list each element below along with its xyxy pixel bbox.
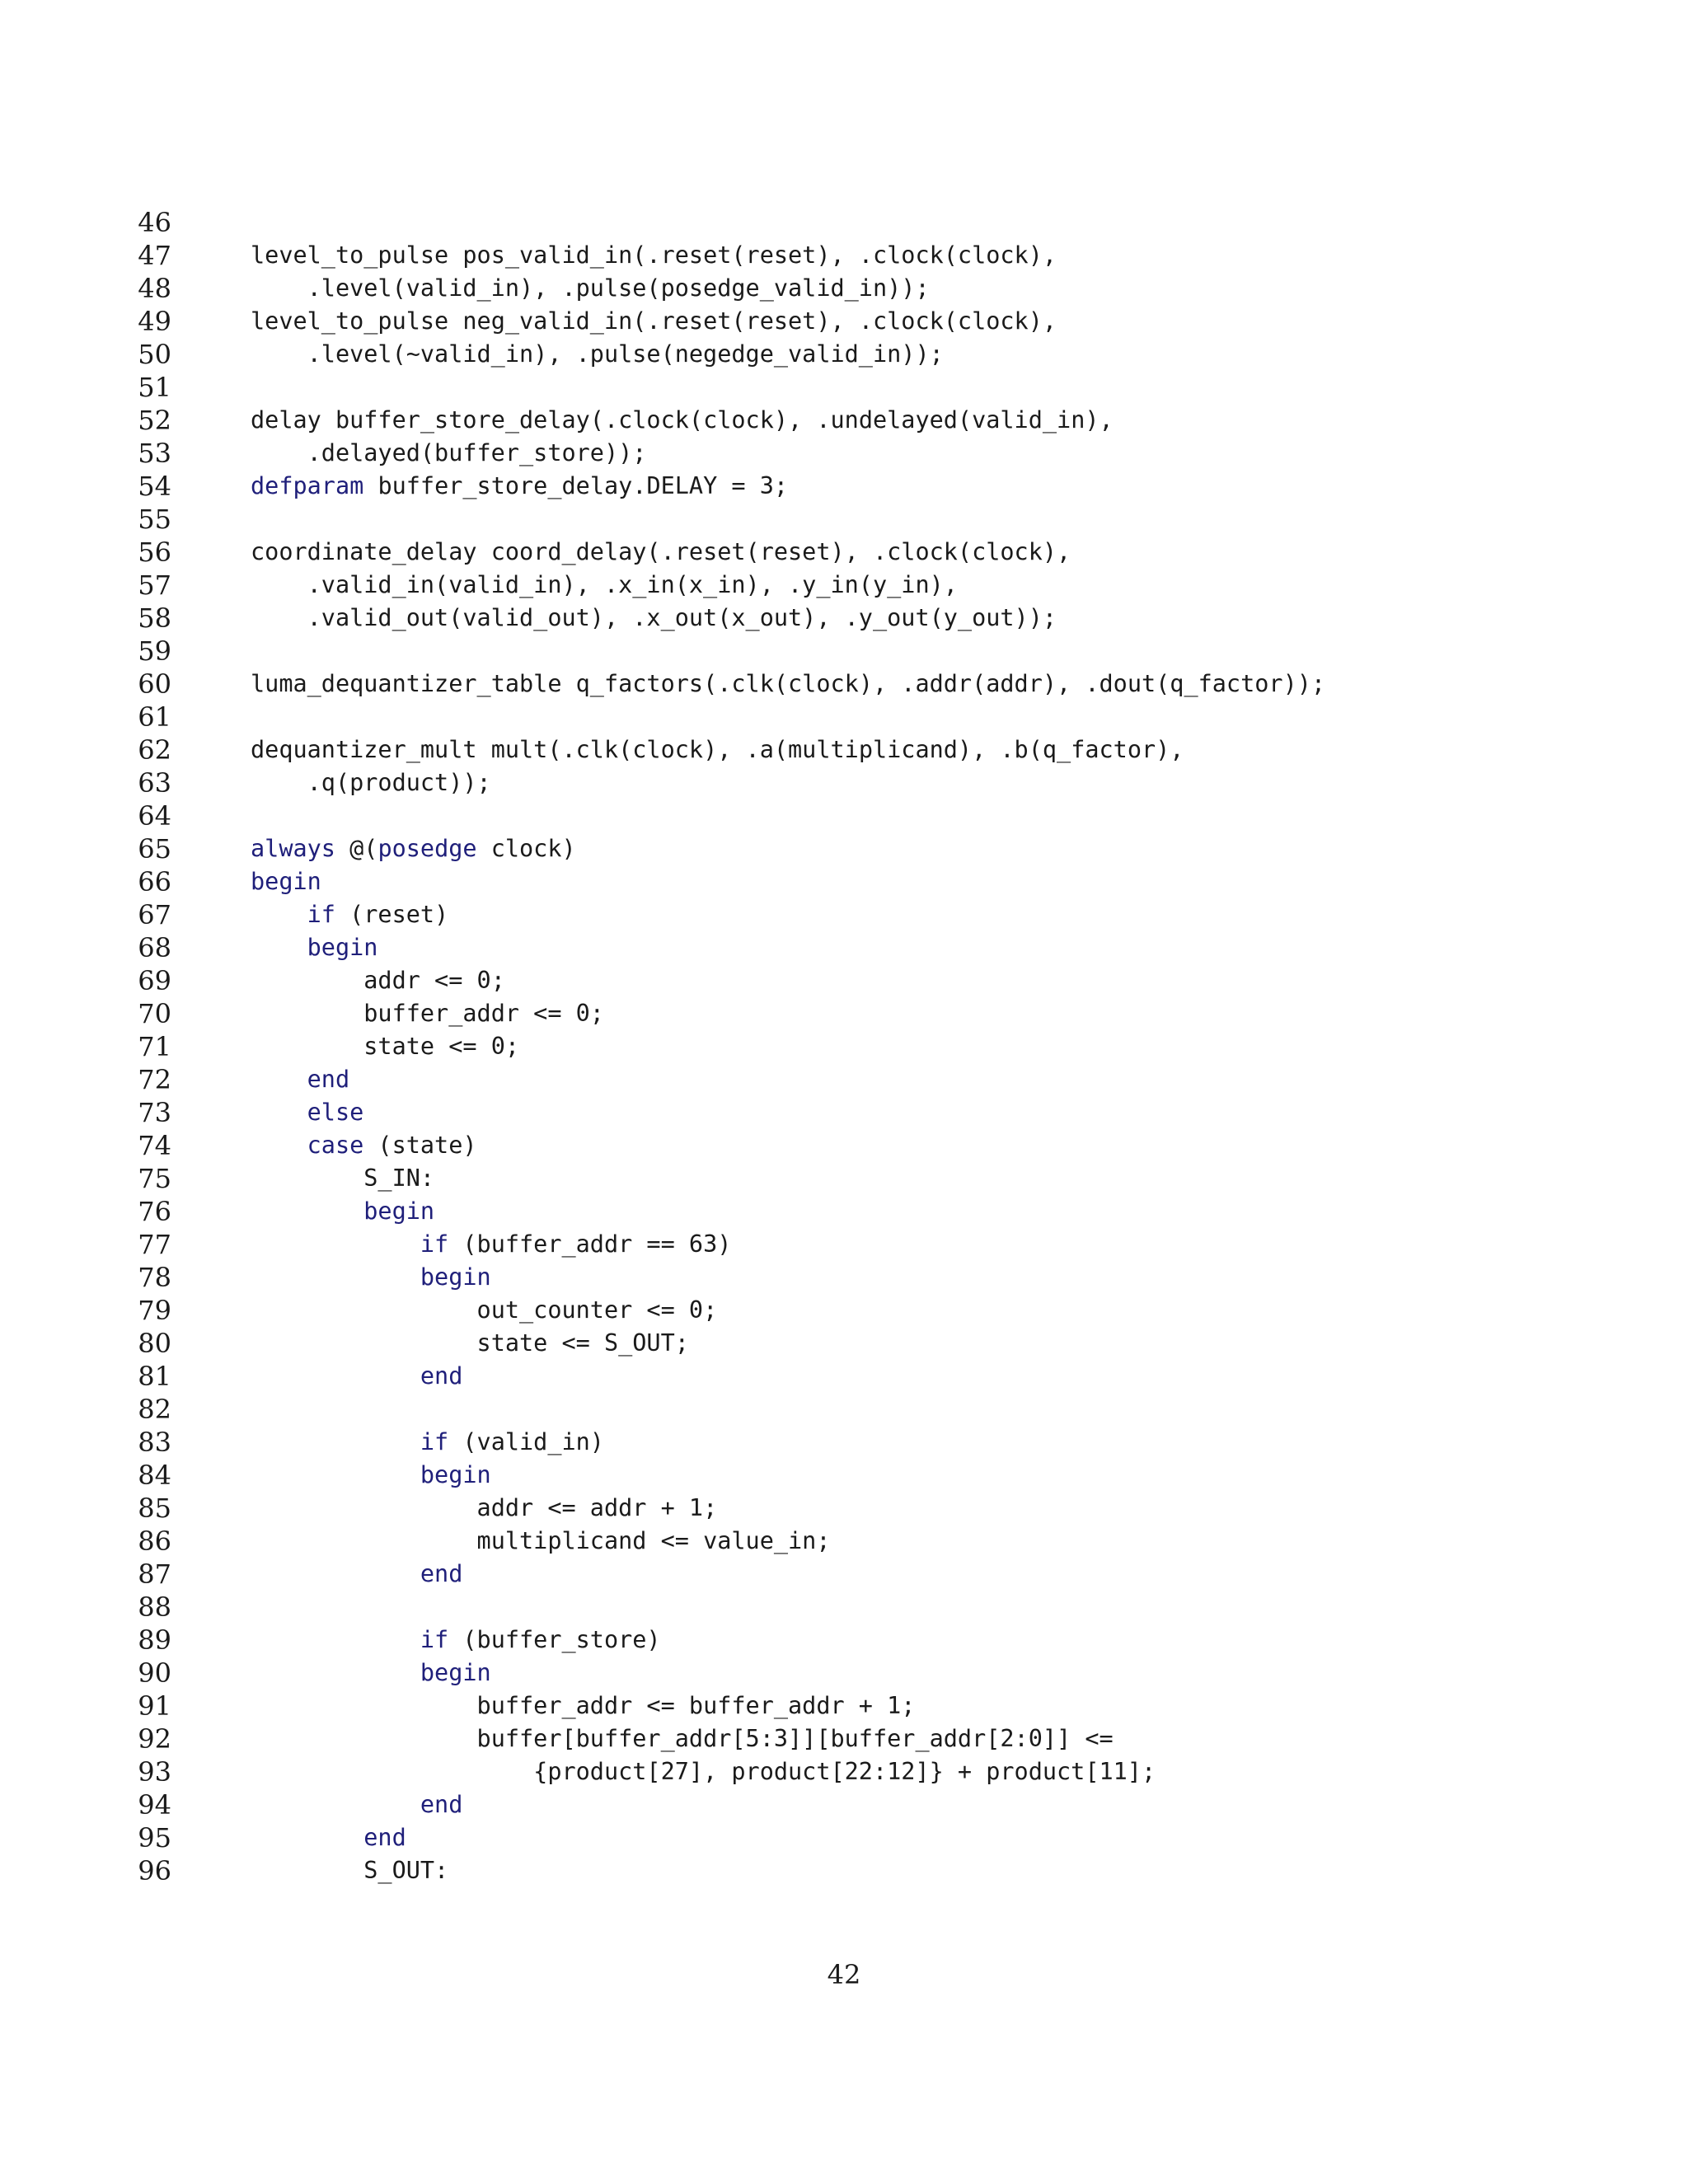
line-number: 84 bbox=[138, 1460, 171, 1491]
code-text bbox=[251, 536, 1071, 569]
code-line bbox=[0, 1591, 1688, 1624]
code-token: multiplicand <= value_in; bbox=[476, 1527, 831, 1554]
code-line bbox=[0, 404, 1688, 437]
code-line bbox=[0, 602, 1688, 635]
code-text bbox=[251, 964, 505, 997]
code-line bbox=[0, 1492, 1688, 1525]
code-token: (valid_in) bbox=[448, 1428, 604, 1455]
code-token: coordinate_delay coord_delay(.reset(reset), .clock(clock), bbox=[251, 538, 1071, 565]
code-line bbox=[0, 997, 1688, 1030]
code-text bbox=[251, 1261, 491, 1294]
line-number: 71 bbox=[138, 1031, 171, 1062]
code-token: (buffer_addr == 63) bbox=[448, 1230, 732, 1258]
code-keyword: end bbox=[363, 1824, 406, 1851]
line-number: 57 bbox=[138, 569, 171, 601]
code-token: dequantizer_mult mult(.clk(clock), .a(multiplicand), .b(q_factor), bbox=[251, 736, 1184, 763]
code-token: .valid_out(valid_out), .x_out(x_out), .y_out(y_out)); bbox=[307, 604, 1057, 631]
code-text bbox=[251, 931, 377, 964]
code-keyword: if bbox=[420, 1626, 449, 1653]
line-number: 66 bbox=[138, 866, 171, 898]
line-number: 65 bbox=[138, 833, 171, 865]
code-line bbox=[0, 1393, 1688, 1426]
code-text bbox=[251, 766, 491, 799]
code-keyword: end bbox=[420, 1362, 463, 1390]
line-number: 77 bbox=[138, 1229, 171, 1260]
code-line bbox=[0, 239, 1688, 272]
line-number: 59 bbox=[138, 635, 171, 667]
code-keyword: always bbox=[251, 835, 335, 862]
line-number: 92 bbox=[138, 1723, 171, 1755]
line-number: 95 bbox=[138, 1822, 171, 1854]
code-keyword: posedge bbox=[377, 835, 477, 862]
code-text bbox=[251, 404, 1114, 437]
code-text bbox=[251, 1096, 363, 1129]
line-number: 52 bbox=[138, 405, 171, 436]
code-text bbox=[251, 1558, 462, 1591]
code-line bbox=[0, 701, 1688, 733]
code-line bbox=[0, 1821, 1688, 1854]
code-text bbox=[251, 239, 1057, 272]
code-keyword: begin bbox=[363, 1197, 435, 1225]
line-number: 68 bbox=[138, 932, 171, 963]
code-token: level_to_pulse neg_valid_in(.reset(reset), .clock(clock), bbox=[251, 307, 1057, 335]
code-keyword: end bbox=[420, 1791, 463, 1818]
code-line bbox=[0, 1294, 1688, 1327]
code-keyword: end bbox=[307, 1066, 350, 1093]
code-text bbox=[251, 1162, 434, 1195]
code-text bbox=[251, 470, 788, 503]
line-number: 88 bbox=[138, 1591, 171, 1623]
code-token: luma_dequantizer_table q_factors(.clk(clock), .addr(addr), .dout(q_factor)); bbox=[251, 670, 1326, 697]
line-number: 86 bbox=[138, 1526, 171, 1557]
code-line bbox=[0, 1096, 1688, 1129]
code-text bbox=[251, 1821, 406, 1854]
code-text bbox=[251, 997, 604, 1030]
code-text bbox=[251, 1657, 491, 1690]
code-line bbox=[0, 1129, 1688, 1162]
code-line bbox=[0, 964, 1688, 997]
line-number: 91 bbox=[138, 1690, 171, 1722]
code-line bbox=[0, 338, 1688, 371]
code-token: delay buffer_store_delay(.clock(clock), .undelayed(valid_in), bbox=[251, 406, 1114, 434]
line-number: 81 bbox=[138, 1361, 171, 1392]
line-number: 85 bbox=[138, 1493, 171, 1524]
code-line bbox=[0, 1426, 1688, 1459]
code-text bbox=[251, 437, 646, 470]
code-line bbox=[0, 1624, 1688, 1657]
code-line bbox=[0, 1327, 1688, 1360]
line-number: 51 bbox=[138, 372, 171, 403]
code-text bbox=[251, 1030, 519, 1063]
line-number: 69 bbox=[138, 965, 171, 996]
code-line bbox=[0, 931, 1688, 964]
line-number: 82 bbox=[138, 1394, 171, 1425]
line-number: 46 bbox=[138, 207, 171, 238]
code-text bbox=[251, 865, 321, 898]
line-number: 72 bbox=[138, 1064, 171, 1095]
code-token: (reset) bbox=[335, 901, 449, 928]
code-token: @( bbox=[335, 835, 378, 862]
code-text bbox=[251, 1129, 477, 1162]
code-line bbox=[0, 272, 1688, 305]
code-line bbox=[0, 1525, 1688, 1558]
line-number: 74 bbox=[138, 1130, 171, 1161]
code-line bbox=[0, 1360, 1688, 1393]
code-keyword: if bbox=[420, 1428, 449, 1455]
line-number: 78 bbox=[138, 1262, 171, 1293]
code-text bbox=[251, 1327, 689, 1360]
code-text bbox=[251, 1228, 731, 1261]
code-keyword: end bbox=[420, 1560, 463, 1587]
code-token: buffer_addr <= 0; bbox=[363, 1000, 604, 1027]
code-line bbox=[0, 1195, 1688, 1228]
code-keyword: begin bbox=[420, 1263, 491, 1291]
code-line bbox=[0, 206, 1688, 239]
line-number: 73 bbox=[138, 1097, 171, 1128]
code-token: (buffer_store) bbox=[448, 1626, 661, 1653]
code-token: state <= S_OUT; bbox=[476, 1329, 689, 1357]
code-token: buffer_store_delay.DELAY = 3; bbox=[363, 472, 789, 499]
code-line bbox=[0, 470, 1688, 503]
code-token: .q(product)); bbox=[307, 769, 491, 796]
code-line bbox=[0, 668, 1688, 701]
code-token: out_counter <= 0; bbox=[476, 1296, 718, 1324]
code-line bbox=[0, 1788, 1688, 1821]
code-token: .valid_in(valid_in), .x_in(x_in), .y_in(y_in), bbox=[307, 571, 958, 598]
line-number: 47 bbox=[138, 240, 171, 271]
code-text bbox=[251, 898, 448, 931]
line-number: 64 bbox=[138, 800, 171, 832]
code-text bbox=[251, 668, 1325, 701]
line-number: 75 bbox=[138, 1163, 171, 1194]
line-number: 63 bbox=[138, 767, 171, 799]
code-text bbox=[251, 305, 1057, 338]
code-line bbox=[0, 1063, 1688, 1096]
line-number: 80 bbox=[138, 1328, 171, 1359]
code-line bbox=[0, 371, 1688, 404]
code-keyword: begin bbox=[420, 1659, 491, 1686]
line-number: 87 bbox=[138, 1558, 171, 1590]
code-text bbox=[251, 1525, 831, 1558]
code-line bbox=[0, 1690, 1688, 1722]
code-text bbox=[251, 832, 576, 865]
code-line bbox=[0, 898, 1688, 931]
line-number: 96 bbox=[138, 1855, 171, 1886]
code-line bbox=[0, 1657, 1688, 1690]
code-token: addr <= 0; bbox=[363, 967, 505, 994]
code-token: (state) bbox=[363, 1132, 477, 1159]
line-number: 89 bbox=[138, 1624, 171, 1656]
code-line bbox=[0, 305, 1688, 338]
code-line bbox=[0, 733, 1688, 766]
line-number: 93 bbox=[138, 1756, 171, 1788]
code-token: buffer[buffer_addr[5:3]][buffer_addr[2:0]] <= bbox=[476, 1725, 1114, 1752]
code-text bbox=[251, 1063, 349, 1096]
code-keyword: case bbox=[307, 1132, 364, 1159]
code-text bbox=[251, 1360, 462, 1393]
line-number: 61 bbox=[138, 701, 171, 733]
code-text bbox=[251, 1788, 462, 1821]
code-text bbox=[251, 1195, 434, 1228]
code-token: S_IN: bbox=[363, 1165, 435, 1192]
code-line bbox=[0, 1854, 1688, 1887]
code-text bbox=[251, 602, 1057, 635]
code-line bbox=[0, 799, 1688, 832]
code-line bbox=[0, 1228, 1688, 1261]
code-text bbox=[251, 1459, 491, 1492]
code-line bbox=[0, 832, 1688, 865]
code-text bbox=[251, 1755, 1156, 1788]
line-number: 49 bbox=[138, 306, 171, 337]
code-line bbox=[0, 766, 1688, 799]
code-text bbox=[251, 1426, 604, 1459]
code-line bbox=[0, 437, 1688, 470]
code-line bbox=[0, 536, 1688, 569]
code-line bbox=[0, 1162, 1688, 1195]
code-line bbox=[0, 1030, 1688, 1063]
code-keyword: begin bbox=[420, 1461, 491, 1488]
code-keyword: begin bbox=[307, 934, 378, 961]
code-text bbox=[251, 272, 930, 305]
code-text bbox=[251, 1854, 448, 1887]
code-token: .delayed(buffer_store)); bbox=[307, 439, 647, 466]
code-token: level_to_pulse pos_valid_in(.reset(reset), .clock(clock), bbox=[251, 241, 1057, 269]
code-token: .level(~valid_in), .pulse(negedge_valid_in)); bbox=[307, 340, 944, 368]
code-text bbox=[251, 338, 944, 371]
code-text bbox=[251, 733, 1184, 766]
code-text bbox=[251, 1294, 717, 1327]
code-token: clock) bbox=[476, 835, 576, 862]
code-text bbox=[251, 1690, 915, 1722]
line-number: 79 bbox=[138, 1295, 171, 1326]
line-number: 48 bbox=[138, 273, 171, 304]
line-number: 94 bbox=[138, 1789, 171, 1821]
line-number: 53 bbox=[138, 438, 171, 469]
line-number: 76 bbox=[138, 1196, 171, 1227]
code-line bbox=[0, 1261, 1688, 1294]
code-token: state <= 0; bbox=[363, 1033, 520, 1060]
line-number: 62 bbox=[138, 734, 171, 766]
code-line bbox=[0, 1459, 1688, 1492]
line-number: 50 bbox=[138, 339, 171, 370]
code-keyword: if bbox=[420, 1230, 449, 1258]
line-number: 70 bbox=[138, 998, 171, 1029]
line-number: 67 bbox=[138, 899, 171, 930]
code-listing bbox=[0, 206, 1688, 1887]
line-number: 56 bbox=[138, 537, 171, 568]
code-line bbox=[0, 865, 1688, 898]
code-text bbox=[251, 1492, 717, 1525]
code-text bbox=[251, 1722, 1114, 1755]
line-number: 60 bbox=[138, 668, 171, 700]
code-keyword: if bbox=[307, 901, 335, 928]
code-token: S_OUT: bbox=[363, 1857, 449, 1884]
code-token: addr <= addr + 1; bbox=[476, 1494, 718, 1521]
code-keyword: begin bbox=[251, 868, 321, 895]
code-line bbox=[0, 503, 1688, 536]
line-number: 90 bbox=[138, 1657, 171, 1689]
code-keyword: else bbox=[307, 1099, 364, 1126]
code-line bbox=[0, 569, 1688, 602]
code-line bbox=[0, 1755, 1688, 1788]
code-line bbox=[0, 635, 1688, 668]
code-keyword: defparam bbox=[251, 472, 364, 499]
line-number: 83 bbox=[138, 1427, 171, 1458]
page-number: 42 bbox=[827, 1959, 861, 1990]
code-token: {product[27], product[22:12]} + product[11]; bbox=[533, 1758, 1156, 1785]
code-line bbox=[0, 1558, 1688, 1591]
code-text bbox=[251, 569, 958, 602]
line-number: 58 bbox=[138, 602, 171, 634]
line-number: 54 bbox=[138, 471, 171, 502]
code-text bbox=[251, 1624, 661, 1657]
code-token: buffer_addr <= buffer_addr + 1; bbox=[476, 1692, 916, 1719]
line-number: 55 bbox=[138, 504, 171, 535]
code-token: .level(valid_in), .pulse(posedge_valid_in)); bbox=[307, 274, 930, 302]
code-line bbox=[0, 1722, 1688, 1755]
